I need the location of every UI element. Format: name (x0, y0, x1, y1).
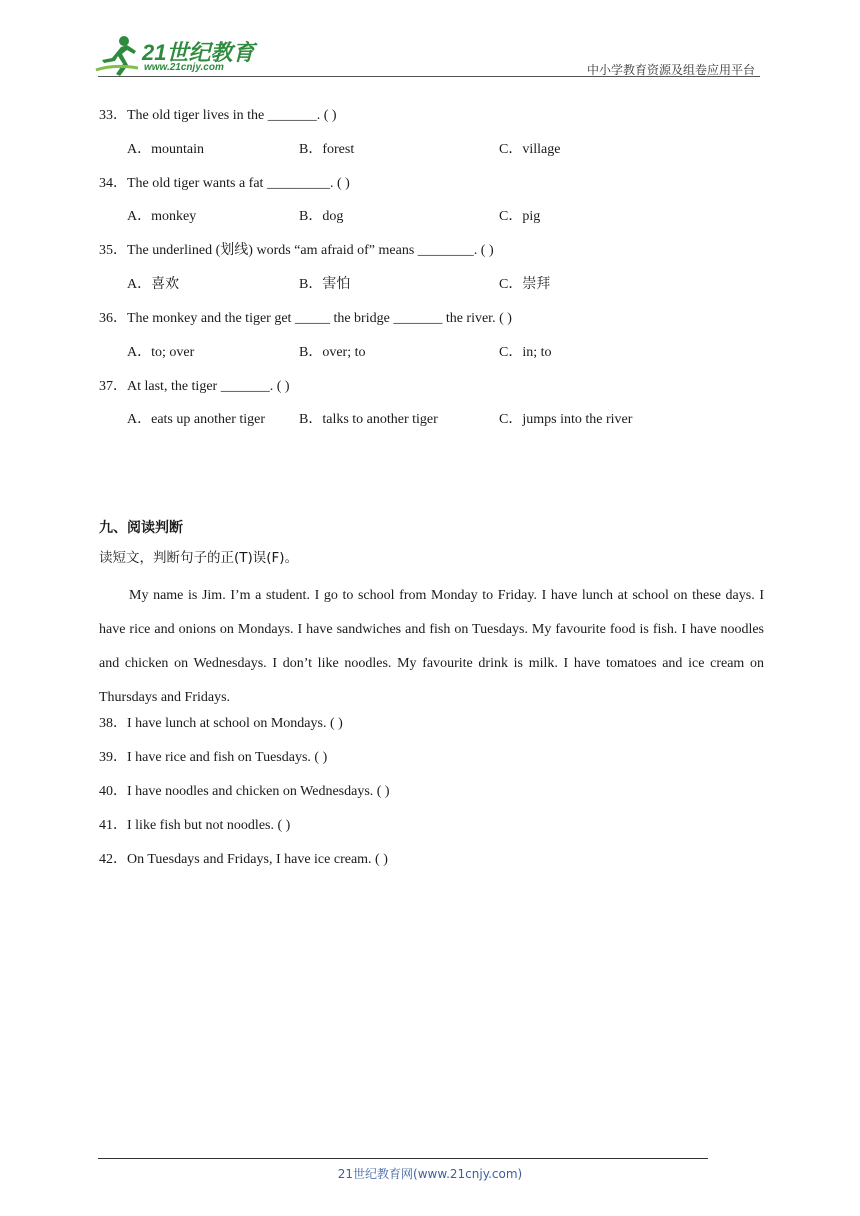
option-a: A．to; over (127, 345, 195, 360)
question-37: 37．At last, the tiger _______. ( ) (99, 379, 290, 394)
option-c: C．jumps into the river (499, 412, 633, 427)
footer-link[interactable]: 21世纪教育网(www.21cnjy.com) (337, 1167, 523, 1181)
judgment-39: 39．I have rice and fish on Tuesdays. ( ) (99, 750, 328, 765)
option-c: C．崇拜 (499, 277, 551, 292)
option-b: B．over; to (299, 345, 366, 360)
section-instruction: 读短文，判断句子的正(T)误(F)。 (99, 550, 299, 566)
question-36: 36．The monkey and the tiger get _____ the bridge _______ the river. ( ) (99, 311, 512, 326)
option-c: C．pig (499, 209, 541, 224)
logo (94, 34, 264, 78)
logo-url: www.21cnjy.com (144, 62, 224, 73)
option-a: A．eats up another tiger (127, 412, 266, 427)
question-35: 35．The underlined (划线) words “am afraid of” means ________. ( ) (99, 243, 494, 258)
header-divider (98, 76, 760, 77)
option-a: A．mountain (127, 142, 204, 157)
page-header (0, 0, 860, 80)
runner-logo-icon (94, 34, 140, 78)
logo-text: 21世纪教育 (142, 40, 255, 65)
judgment-41: 41．I like fish but not noodles. ( ) (99, 818, 291, 833)
option-a: A．喜欢 (127, 277, 180, 292)
option-a: A．monkey (127, 209, 197, 224)
section-title: 九、阅读判断 (99, 520, 183, 536)
question-34: 34．The old tiger wants a fat _________. ( ) (99, 176, 350, 191)
judgment-42: 42．On Tuesdays and Fridays, I have ice cream. ( ) (99, 852, 388, 867)
question-33: 33．The old tiger lives in the _______. ( ) (99, 108, 337, 123)
option-b: B．talks to another tiger (299, 412, 438, 427)
option-b: B．forest (299, 142, 355, 157)
option-b: B．害怕 (299, 277, 351, 292)
option-c: C．village (499, 142, 561, 157)
reading-passage: My name is Jim. I’m a student. I go to school from Monday to Friday. I have lunch at school on these days. I have rice and onions on Mondays. I have sandwiches and fish on Tuesdays. My favourite food is fish. I have noodles and chicken on Wednesdays. I don’t like noodles. My favourite drink is milk. I have tomatoes and ice cream on Thursdays and Fridays. (99, 588, 764, 705)
option-b: B．dog (299, 209, 344, 224)
platform-label: 中小学教育资源及组卷应用平台 (586, 63, 755, 77)
judgment-40: 40．I have noodles and chicken on Wednesdays. ( ) (99, 784, 390, 799)
option-c: C．in; to (499, 345, 552, 360)
judgment-38: 38．I have lunch at school on Mondays. ( ) (99, 716, 343, 731)
footer-divider (98, 1158, 708, 1159)
